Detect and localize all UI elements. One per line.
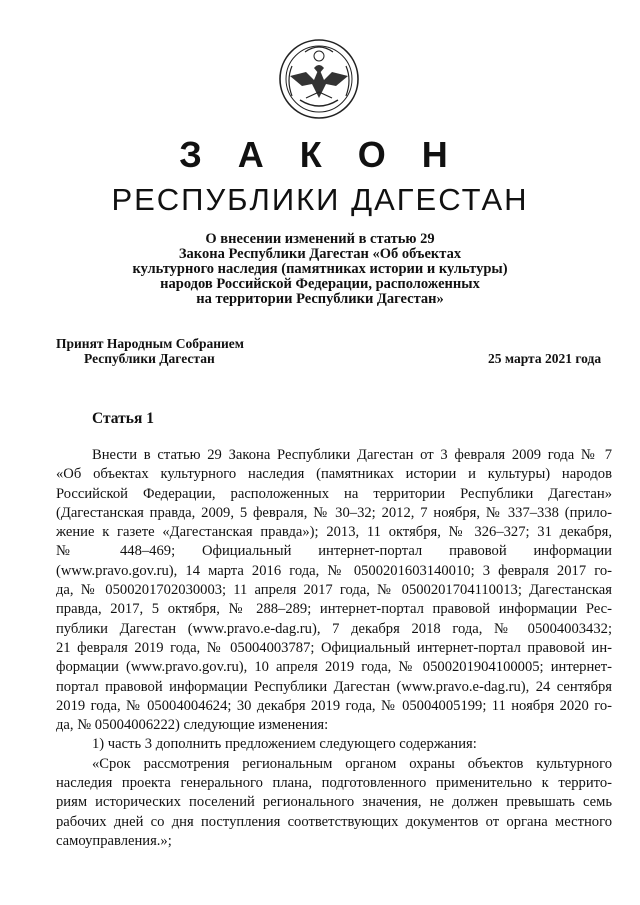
body-line: правда, 2017, 5 октября, № 288–289; интернет-портал правовой информации Рес- — [56, 601, 612, 618]
body-line: Внести в статью 29 Закона Республики Дагестан от 3 февраля 2009 года № 7 — [92, 447, 612, 463]
body-line: (Дагестанская правда, 2009, 5 февраля, № 30–32; 2012, 7 ноября, № 337–338 (прило- — [56, 504, 612, 521]
body-line: да, № 05004006222) следующие изменения: — [56, 717, 329, 734]
adoption-date: 25 марта 2021 года — [488, 351, 602, 366]
body-line: риям исторических поселений регионального значения, не должен превышать семь — [56, 794, 612, 811]
body-line: 1) часть 3 дополнить предложением следующего содержания: — [92, 736, 477, 753]
adopted-by — [56, 336, 244, 366]
body-line: «Срок рассмотрения региональным органом охраны объектов культурного — [92, 755, 612, 772]
dagestan-emblem-icon — [278, 38, 360, 120]
body-line: 21 февраля 2019 года, № 05004003787; Официальный интернет-портал правовой ин- — [56, 639, 612, 656]
article-heading: Статья 1 — [92, 410, 154, 427]
body-line: жение к газете «Дагестанская правда»); 2013, 11 октября, № 326–327; 31 декабря, — [56, 524, 612, 541]
body-line: рабочих дней со дня поступления соответствующих документов от органа местного — [56, 813, 612, 830]
body-line: портал правовой информации Республики Дагестан (www.pravo.e-dag.ru), 24 сентября — [56, 678, 612, 695]
adopted-line: Республики Дагестан — [84, 351, 215, 366]
document-subtitle: РЕСПУБЛИКИ ДАГЕСТАН — [111, 182, 529, 217]
body-line: «Об объектах культурного наследия (памятниках истории и культуры) народов — [56, 466, 612, 483]
body-line: Российской Федерации, расположенных на территории Республики Дагестан» — [56, 485, 612, 502]
law-title-line: народов Российской Федерации, расположенных — [160, 276, 480, 292]
law-title-line: О внесении изменений в статью 29 — [205, 231, 435, 247]
body-line: самоуправления.»; — [56, 832, 172, 849]
document-title: З А К О Н — [179, 134, 461, 175]
law-title — [60, 232, 580, 307]
body-line: № 448–469; Официальный интернет-портал правовой информации — [56, 543, 612, 560]
body-line: наследия проекта генерального плана, подготовленного применительно к террито- — [56, 775, 612, 792]
law-title-line: на территории Республики Дагестан» — [196, 291, 444, 307]
law-title-line: Закона Республики Дагестан «Об объектах — [178, 246, 462, 262]
law-title-line: культурного наследия (памятниках истории и культуры) — [132, 261, 508, 277]
body-line: формации (www.pravo.gov.ru), 10 апреля 2019 года, № 0500201904100005; интернет- — [56, 659, 612, 676]
article-body — [56, 446, 612, 851]
body-line: 2019 года, № 05004004624; 30 декабря 2019 года, № 05004005199; 11 ноября 2020 го- — [56, 697, 612, 714]
body-line: да, № 0500201702030003; 11 апреля 2017 года, № 0500201704110013; Дагестанская — [56, 582, 612, 599]
adopted-line: Принят Народным Собранием — [56, 336, 244, 351]
body-line: публики Дагестан (www.pravo.e-dag.ru), 7 декабря 2018 года, № 05004003432; — [56, 620, 612, 637]
body-line: (www.pravo.gov.ru), 14 марта 2016 года, № 0500201603140010; 3 февраля 2017 го- — [56, 562, 612, 579]
